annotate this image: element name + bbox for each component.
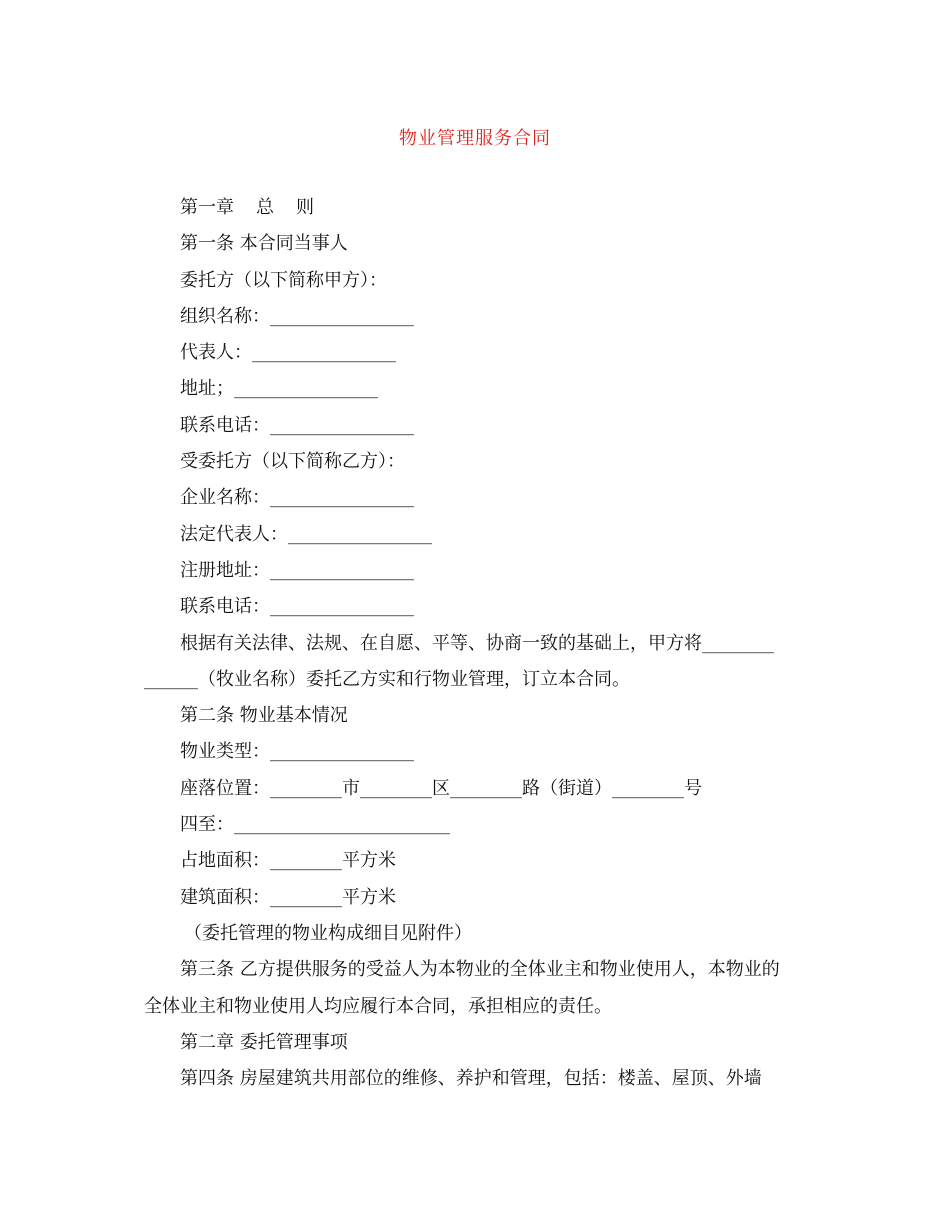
boundary-line: 四至：________________________	[180, 814, 450, 836]
chapter-word: 总	[256, 197, 274, 218]
paragraph-line: ______（牧业名称）委托乙方实和行物业管理，订立本合同。	[144, 668, 630, 690]
building-area-line: 建筑面积：________平方米	[180, 886, 396, 908]
property-type-line: 物业类型：________________	[180, 741, 414, 763]
paragraph-line: 第四条 房屋建筑共用部位的维修、养护和管理，包括：楼盖、屋顶、外墙	[180, 1068, 762, 1090]
org-name-line: 组织名称：________________	[180, 305, 414, 327]
chapter-heading	[144, 190, 804, 226]
representative-line: 代表人：________________	[180, 342, 396, 364]
legal-rep-line: 法定代表人：________________	[180, 523, 432, 545]
party-b-heading: 受委托方（以下简称乙方）：	[180, 451, 405, 473]
land-area-line: 占地面积：________平方米	[180, 850, 396, 872]
document-body	[144, 190, 804, 1097]
paragraph-line: 根据有关法律、法规、在自愿、平等、协商一致的基础上，甲方将________	[180, 632, 774, 654]
article-heading: 第二条 物业基本情况	[180, 705, 348, 727]
chapter-word: 则	[296, 197, 314, 218]
paragraph-line: 全体业主和物业使用人均应履行本合同，承担相应的责任。	[144, 995, 612, 1017]
annex-note: （委托管理的物业构成细目见附件）	[184, 922, 472, 944]
address-line: 地址；________________	[180, 378, 378, 400]
chapter-label: 第一章	[180, 197, 234, 218]
phone-line: 联系电话：________________	[180, 596, 414, 618]
article-heading: 第一条 本合同当事人	[180, 233, 348, 255]
phone-line: 联系电话：________________	[180, 414, 414, 436]
enterprise-name-line: 企业名称：________________	[180, 487, 414, 509]
document-title: 物业管理服务合同	[399, 128, 551, 149]
chapter-heading: 第二章 委托管理事项	[180, 1031, 348, 1053]
paragraph-line: 第三条 乙方提供服务的受益人为本物业的全体业主和物业使用人，本物业的	[180, 959, 780, 981]
registered-address-line: 注册地址：________________	[180, 559, 414, 581]
party-a-heading: 委托方（以下简称甲方）：	[180, 269, 387, 291]
location-line: 座落位置：________市________区________路（街道）________号	[180, 777, 702, 799]
